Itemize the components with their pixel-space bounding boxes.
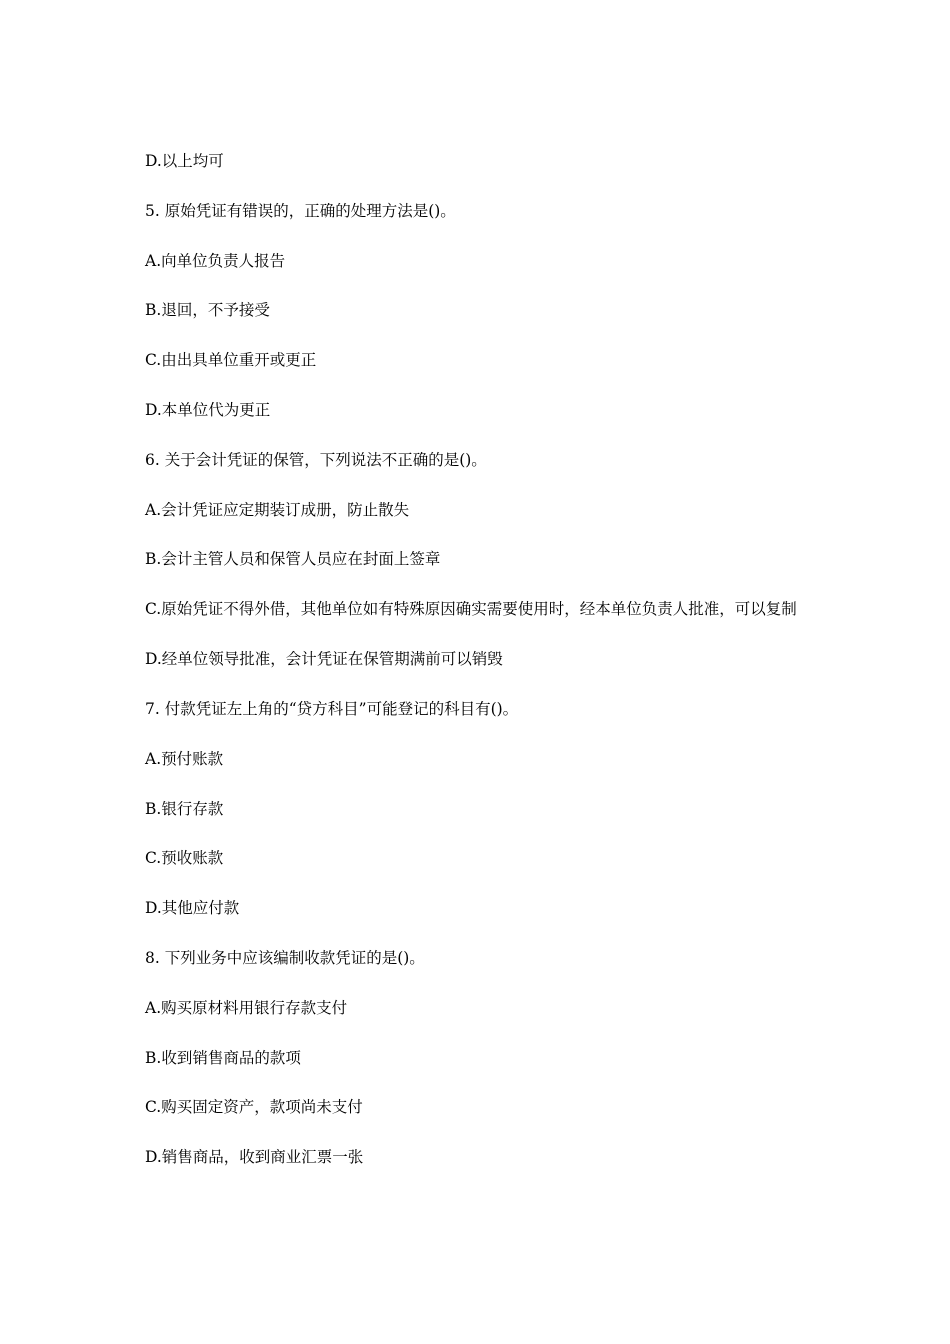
option-line: A.向单位负责人报告 (145, 251, 286, 270)
option-line: B.收到销售商品的款项 (145, 1048, 301, 1067)
option-line: D.以上均可 (145, 152, 224, 170)
option-line: B.会计主管人员和保管人员应在封面上签章 (145, 550, 441, 569)
option-line: D.经单位领导批准，会计凭证在保管期满前可以销毁 (145, 650, 503, 669)
option-line: C.由出具单位重开或更正 (145, 351, 317, 370)
option-line: D.本单位代为更正 (145, 400, 271, 419)
question-line: 5. 原始凭证有错误的，正确的处理方法是()。 (145, 201, 456, 220)
option-line: C.原始凭证不得外借，其他单位如有特殊原因确实需要使用时，经本单位负责人批准，可以复制 (145, 600, 797, 619)
question-line: 8. 下列业务中应该编制收款凭证的是()。 (145, 948, 425, 967)
question-line: 6. 关于会计凭证的保管，下列说法不正确的是()。 (145, 450, 487, 469)
document-body (145, 148, 810, 1194)
option-line: D.其他应付款 (145, 899, 240, 918)
option-line: A.预付账款 (145, 749, 224, 768)
question-line: 7. 付款凭证左上角的“贷方科目”可能登记的科目有()。 (145, 699, 519, 718)
option-line: B.银行存款 (145, 799, 224, 818)
option-line: A.会计凭证应定期装订成册，防止散失 (145, 500, 410, 519)
option-line: D.销售商品，收到商业汇票一张 (145, 1148, 364, 1167)
option-line: B.退回，不予接受 (145, 301, 270, 320)
option-line: A.购买原材料用银行存款支付 (145, 998, 348, 1017)
option-line: C.购买固定资产，款项尚未支付 (145, 1098, 363, 1117)
option-line: C.预收账款 (145, 849, 224, 868)
